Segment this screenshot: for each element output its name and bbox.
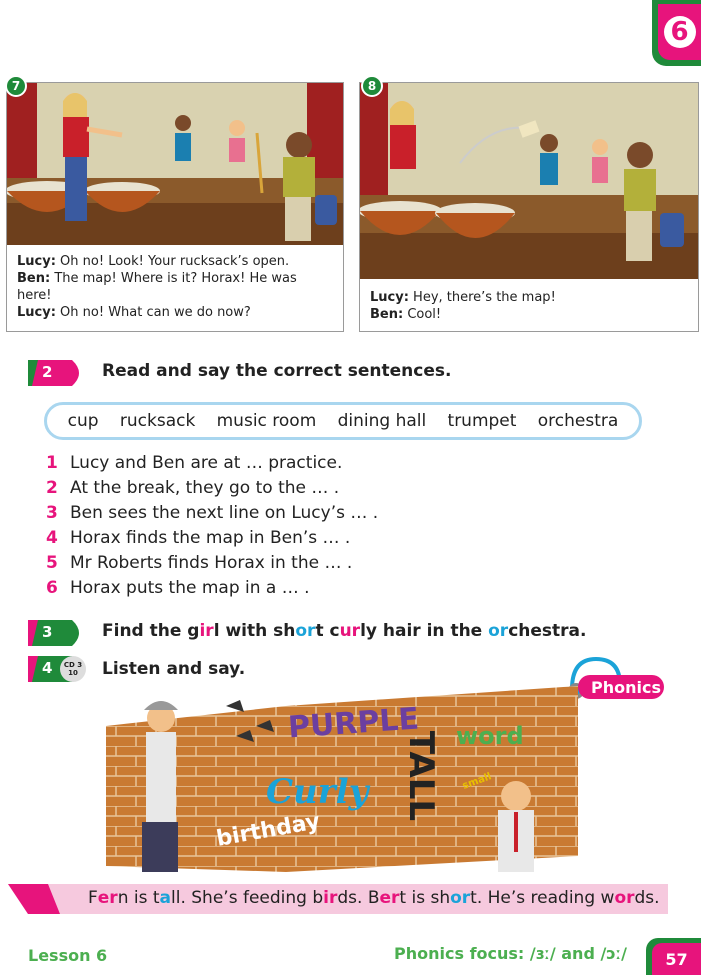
word-option: cup bbox=[67, 411, 99, 431]
brick-wall-illustration bbox=[106, 686, 578, 872]
dialogue-line: Lucy: Oh no! Look! Your rucksack’s open. bbox=[17, 254, 290, 269]
wall-word-word: word bbox=[456, 722, 524, 750]
unit-badge-inner bbox=[658, 4, 701, 60]
wall-word-purple: PURPLE bbox=[286, 701, 421, 746]
dialogue-line: Lucy: Hey, there’s the map! bbox=[370, 290, 556, 305]
exercise-4-title: Listen and say. bbox=[102, 659, 246, 679]
wall-word-birthday: birthday bbox=[214, 809, 322, 852]
word-option: dining hall bbox=[337, 411, 427, 431]
wall-word-tall: TALL bbox=[401, 730, 442, 822]
phonics-focus-label: Phonics focus: /ɜː/ and /ɔː/ bbox=[394, 944, 628, 963]
wall-word-small: small bbox=[461, 771, 493, 792]
sentence-item: 5 Mr Roberts finds Horax in the … . bbox=[46, 553, 353, 573]
exercise-number: 3 bbox=[42, 623, 53, 641]
word-option: trumpet bbox=[447, 411, 517, 431]
panel-8-caption bbox=[370, 289, 690, 323]
exercise-2-tag bbox=[28, 360, 86, 386]
phonics-badge bbox=[566, 655, 666, 703]
sentence-item: 2 At the break, they go to the … . bbox=[46, 478, 340, 498]
cd-track: 10 bbox=[68, 669, 78, 677]
exercise-number: 2 bbox=[42, 363, 53, 381]
panel-7-illustration bbox=[7, 83, 343, 245]
exercise-3-tag bbox=[28, 620, 86, 646]
panel-7-caption bbox=[17, 253, 335, 321]
panel-number-8: 8 bbox=[361, 75, 383, 97]
exercise-3-title: Find the girl with short curly hair in the orchestra. bbox=[102, 621, 587, 641]
exercise-tag-shape bbox=[28, 360, 86, 386]
page-number: 57 bbox=[652, 943, 701, 975]
panel-8-illustration bbox=[360, 83, 698, 279]
lesson-label: Lesson 6 bbox=[28, 946, 108, 965]
exercise-number: 4 bbox=[42, 659, 53, 677]
dialogue-line: Ben: The map! Where is it? Horax! He was here! bbox=[17, 271, 297, 303]
comic-panel-8 bbox=[359, 82, 699, 332]
unit-badge bbox=[652, 0, 701, 66]
dialogue-line: Lucy: Oh no! What can we do now? bbox=[17, 305, 251, 320]
sentence-item: 3 Ben sees the next line on Lucy’s … . bbox=[46, 503, 379, 523]
phonics-label: Phonics bbox=[578, 675, 664, 699]
sentence-item: 1 Lucy and Ben are at … practice. bbox=[46, 453, 343, 473]
sentence-item: 4 Horax finds the map in Ben’s … . bbox=[46, 528, 351, 548]
exercise-2-title: Read and say the correct sentences. bbox=[102, 361, 452, 381]
wall-word-curly: Curly bbox=[266, 772, 369, 812]
panel-number-7: 7 bbox=[5, 75, 27, 97]
exercise-tag-shape bbox=[28, 620, 86, 646]
word-option: orchestra bbox=[537, 411, 619, 431]
dialogue-line: Ben: Cool! bbox=[370, 307, 442, 322]
word-box bbox=[44, 402, 642, 440]
comic-panel-7 bbox=[6, 82, 344, 332]
word-option: music room bbox=[216, 411, 317, 431]
unit-number: 6 bbox=[664, 16, 696, 48]
sentence-item: 6 Horax puts the map in a … . bbox=[46, 578, 310, 598]
cd-label: CD 3 bbox=[63, 661, 83, 669]
sentence-list bbox=[46, 453, 466, 603]
chant-sentence: Fern is tall. She’s feeding birds. Bert is short. He’s reading words. bbox=[88, 888, 660, 908]
page-number-badge bbox=[646, 938, 701, 975]
word-option: rucksack bbox=[119, 411, 196, 431]
cd-icon[interactable] bbox=[60, 656, 86, 682]
